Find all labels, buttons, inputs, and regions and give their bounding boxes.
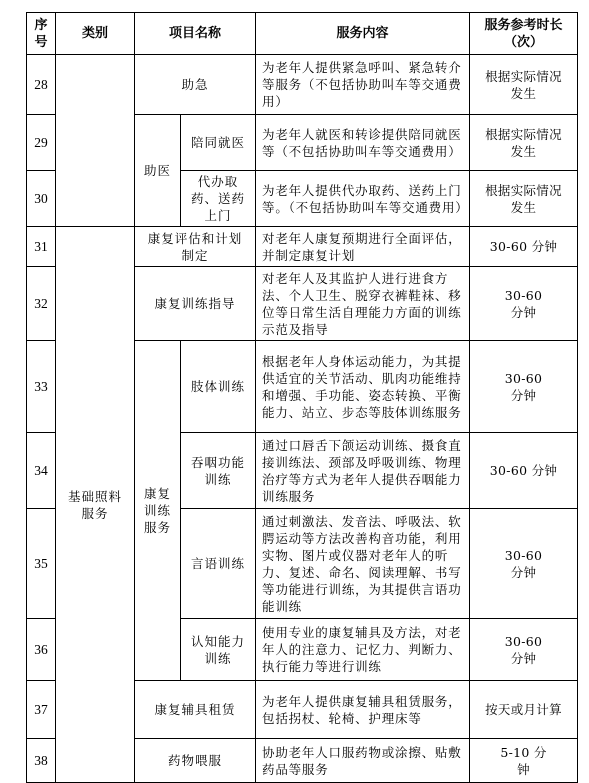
- row-number: 32: [27, 267, 56, 341]
- item-name: 助急: [135, 55, 256, 115]
- service-content: 协助老年人口服药物或涂擦、贴敷药品等服务: [256, 739, 470, 783]
- row-number: 35: [27, 509, 56, 619]
- table-row: [27, 55, 578, 115]
- header-item: 项目名称: [135, 13, 256, 55]
- row-number: 34: [27, 433, 56, 509]
- item-name: 言语训练: [181, 509, 256, 619]
- service-duration: 30-60 分钟: [470, 227, 578, 267]
- item-name: 康复训练指导: [135, 267, 256, 341]
- item-name: 陪同就医: [181, 115, 256, 171]
- header-category: 类别: [56, 13, 135, 55]
- group-medical: 助医: [135, 115, 181, 227]
- service-duration: 30-60 分钟: [470, 341, 578, 433]
- service-content: 根据老年人身体运动能力，为其提供适宜的关节活动、肌肉功能维持和增强、手功能、姿态转换、平衡能力、站立、步态等肢体训练服务: [256, 341, 470, 433]
- service-content: 对老年人及其监护人进行进食方法、个人卫生、脱穿衣裤鞋袜、移位等日常生活自理能力方面的训练示范及指导: [256, 267, 470, 341]
- service-content: 为老年人提供代办取药、送药上门等。（不包括协助叫车等交通费用）: [256, 171, 470, 227]
- service-duration: 5-10 分钟: [470, 739, 578, 783]
- item-name: 药物喂服: [135, 739, 256, 783]
- service-content: 通过刺激法、发音法、呼吸法、软腭运动等方法改善构音功能，利用实物、图片或仪器对老年人的听力、复述、命名、阅读理解、书写等功能进行训练，为其提供言语功能训练: [256, 509, 470, 619]
- service-duration: 根据实际情况发生: [470, 115, 578, 171]
- service-duration: 根据实际情况发生: [470, 55, 578, 115]
- service-table-wrapper: [26, 12, 578, 783]
- service-duration: 30-60 分钟: [470, 509, 578, 619]
- header-duration: 服务参考时长（次）: [470, 13, 578, 55]
- service-content: 为老年人提供紧急呼叫、紧急转介等服务（不包括协助叫车等交通费用）: [256, 55, 470, 115]
- item-name: 康复辅具租赁: [135, 681, 256, 739]
- service-table: [26, 12, 578, 783]
- row-number: 31: [27, 227, 56, 267]
- row-number: 36: [27, 619, 56, 681]
- row-number: 30: [27, 171, 56, 227]
- service-content: 使用专业的康复辅具及方法，对老年人的注意力、记忆力、判断力、执行能力等进行训练: [256, 619, 470, 681]
- service-content: 对老年人康复预期进行全面评估，并制定康复计划: [256, 227, 470, 267]
- category-main: 基础照料服务: [56, 227, 135, 783]
- item-name: 代办取药、送药上门: [181, 171, 256, 227]
- row-number: 38: [27, 739, 56, 783]
- header-row: [27, 13, 578, 55]
- category-cell-empty: [56, 55, 135, 227]
- item-name: 吞咽功能训练: [181, 433, 256, 509]
- service-content: 为老年人提供康复辅具租赁服务，包括拐杖、轮椅、护理床等: [256, 681, 470, 739]
- item-name: 认知能力训练: [181, 619, 256, 681]
- item-name: 肢体训练: [181, 341, 256, 433]
- header-content: 服务内容: [256, 13, 470, 55]
- row-number: 37: [27, 681, 56, 739]
- table-row: [27, 227, 578, 267]
- group-rehab: 康复训练服务: [135, 341, 181, 681]
- service-content: 通过口唇舌下颌运动训练、摄食直接训练法、颈部及呼吸训练、物理治疗等方式为老年人提供吞咽能力训练服务: [256, 433, 470, 509]
- service-content: 为老年人就医和转诊提供陪同就医等（不包括协助叫车等交通费用）: [256, 115, 470, 171]
- item-name: 康复评估和计划制定: [135, 227, 256, 267]
- row-number: 33: [27, 341, 56, 433]
- service-duration: 30-60 分钟: [470, 433, 578, 509]
- service-duration: 30-60 分钟: [470, 619, 578, 681]
- row-number: 29: [27, 115, 56, 171]
- row-number: 28: [27, 55, 56, 115]
- header-seq: 序号: [27, 13, 56, 55]
- service-duration: 30-60 分钟: [470, 267, 578, 341]
- service-duration: 按天或月计算: [470, 681, 578, 739]
- service-duration: 根据实际情况发生: [470, 171, 578, 227]
